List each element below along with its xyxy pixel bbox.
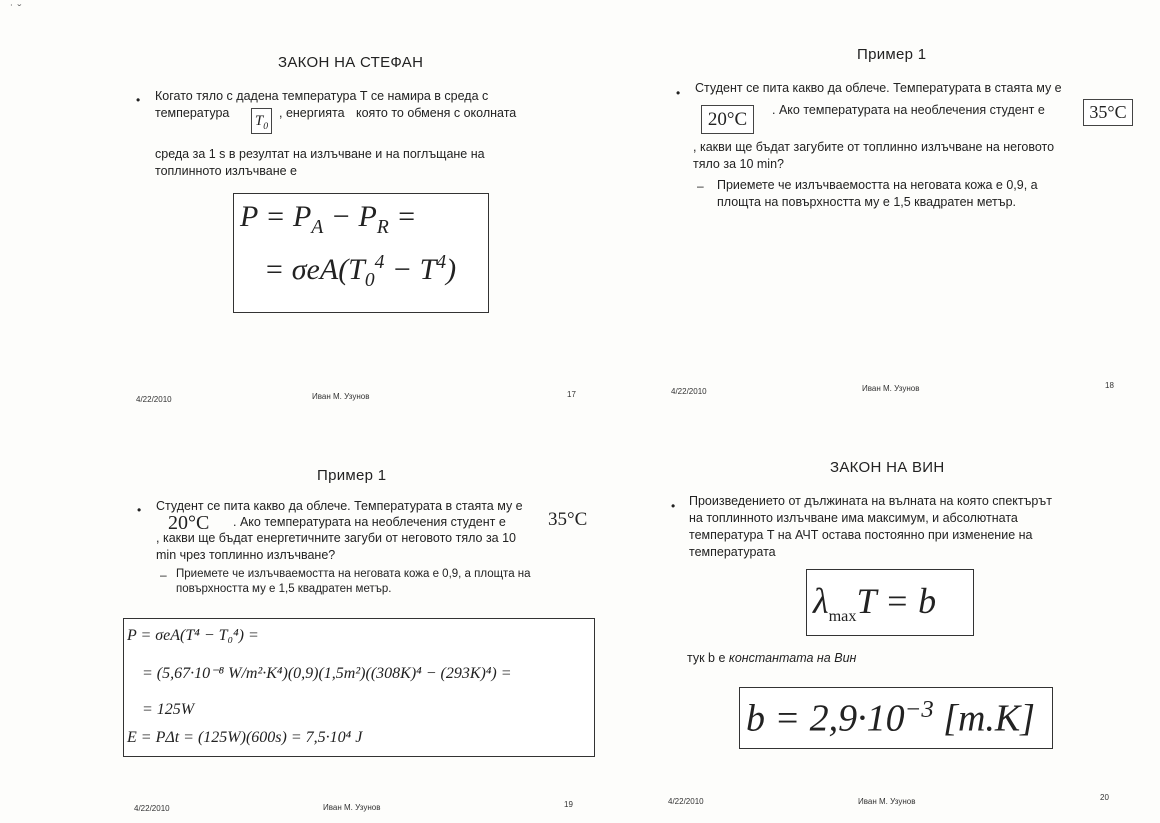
- slide-title: Пример 1: [857, 46, 927, 63]
- wien-constant-box: [739, 687, 1053, 749]
- footer-date: 4/22/2010: [668, 797, 704, 806]
- body-temp: 35°C: [548, 509, 588, 530]
- text-line: повърхността му е 1,5 квадратен метър.: [176, 583, 392, 595]
- t0-symbol-box: $T_0$: [251, 108, 272, 134]
- text-line: Когато тяло с дадена температура T се намира в среда с: [155, 89, 489, 103]
- bullet-icon: •: [137, 503, 142, 517]
- equation-line: = 125W: [142, 701, 195, 718]
- room-temp-box: 20°C: [701, 105, 754, 134]
- wien-constant-note: тук b е константата на Вин: [687, 651, 857, 665]
- text-line: температура: [155, 106, 230, 120]
- equation-line: = (5,67·10⁻⁸ W/m²·K⁴)(0,9)(1,5m²)((308K)⁴ − (293K)⁴) =: [142, 665, 512, 682]
- text-line: Произведението от дължината на вълната на която спектърът: [689, 494, 1052, 508]
- wien-constant-value: $b = 2,9\cdot 10^{-3}$ [m.K]: [746, 696, 1036, 740]
- slide-title: ЗАКОН НА ВИН: [830, 459, 945, 476]
- wien-law-box: [806, 569, 974, 636]
- text-line: която то обменя с околната: [356, 106, 517, 120]
- slide-19: [0, 411, 588, 822]
- text-line: , какви ще бъдат загубите от топлинно излъчване на неговото: [693, 140, 1055, 154]
- text-line: . Ако температурата на необлечения студент е: [772, 103, 1045, 117]
- slide-title: Пример 1: [317, 467, 387, 484]
- text-line: . Ако температурата на необлечения студент е: [233, 515, 506, 529]
- equation-line: E = PΔt = (125W)(600s) = 7,5·10⁴ J: [127, 729, 363, 746]
- dash-bullet-icon: –: [160, 568, 167, 582]
- room-temp: 20°C: [168, 512, 210, 534]
- wien-formula: $\lambda_{max}T = b$: [813, 581, 937, 626]
- footer-page-number: 18: [1105, 381, 1114, 390]
- text-line: Студент се пита какво да облече. Температурата в стаята му е: [156, 499, 523, 513]
- slide-18: [580, 0, 1160, 411]
- formula-line-1: $P = P_A - P_R$ =: [240, 200, 417, 238]
- text-line: температура T на АЧТ остава постоянно при изменение на: [689, 528, 1033, 542]
- calculation-box: [123, 618, 595, 757]
- scan-mark: ˙ ˇ: [10, 2, 22, 16]
- footer-author: Иван М. Узунов: [858, 797, 916, 806]
- bullet-icon: •: [676, 86, 681, 100]
- text-line: температурата: [689, 545, 776, 559]
- bullet-icon: •: [671, 499, 676, 513]
- footer-date: 4/22/2010: [136, 395, 172, 404]
- text-line: , какви ще бъдат енергетичните загуби от неговото тяло за 10: [156, 531, 517, 545]
- text-line: топлинното излъчване е: [155, 164, 297, 178]
- equation-line: P = σeA(T⁴ − T₀⁴) =: [127, 627, 259, 644]
- text-line: Приемете че излъчваемостта на неговата кожа е 0,9, а площта на: [176, 568, 531, 580]
- footer-author: Иван М. Узунов: [862, 384, 920, 393]
- text-line: min чрез топлинно излъчване?: [156, 548, 336, 562]
- text-line: тяло за 10 min?: [693, 157, 784, 171]
- footer-author: Иван М. Узунов: [312, 392, 370, 401]
- text-line: среда за 1 s в резултат на излъчване и на поглъщане на: [155, 147, 485, 161]
- text-line: площта на повърхността му е 1,5 квадратен метър.: [717, 195, 1017, 209]
- footer-page-number: 19: [564, 800, 573, 809]
- footer-date: 4/22/2010: [134, 804, 170, 813]
- footer-date: 4/22/2010: [671, 387, 707, 396]
- body-temp-box: 35°C: [1083, 99, 1133, 126]
- formula-line-2: = $\sigma eA(T_0^4 - T^4)$: [264, 252, 457, 291]
- dash-bullet-icon: –: [697, 179, 704, 193]
- text-line: Приемете че излъчваемостта на неговата кожа е 0,9, а: [717, 178, 1038, 192]
- bullet-icon: •: [136, 93, 141, 107]
- text-line: , енергията: [279, 106, 345, 120]
- slide-20: [580, 411, 1160, 822]
- text-line: Студент се пита какво да облече. Температурата в стаята му е: [695, 81, 1062, 95]
- slide-17: [0, 0, 580, 411]
- stefan-formula-box: [233, 193, 489, 313]
- footer-page-number: 17: [567, 390, 576, 399]
- text-line: на топлинното излъчване има максимум, и абсолютната: [689, 511, 1018, 525]
- footer-page-number: 20: [1100, 793, 1109, 802]
- footer-author: Иван М. Узунов: [323, 803, 381, 812]
- slide-title: ЗАКОН НА СТЕФАН: [278, 54, 424, 71]
